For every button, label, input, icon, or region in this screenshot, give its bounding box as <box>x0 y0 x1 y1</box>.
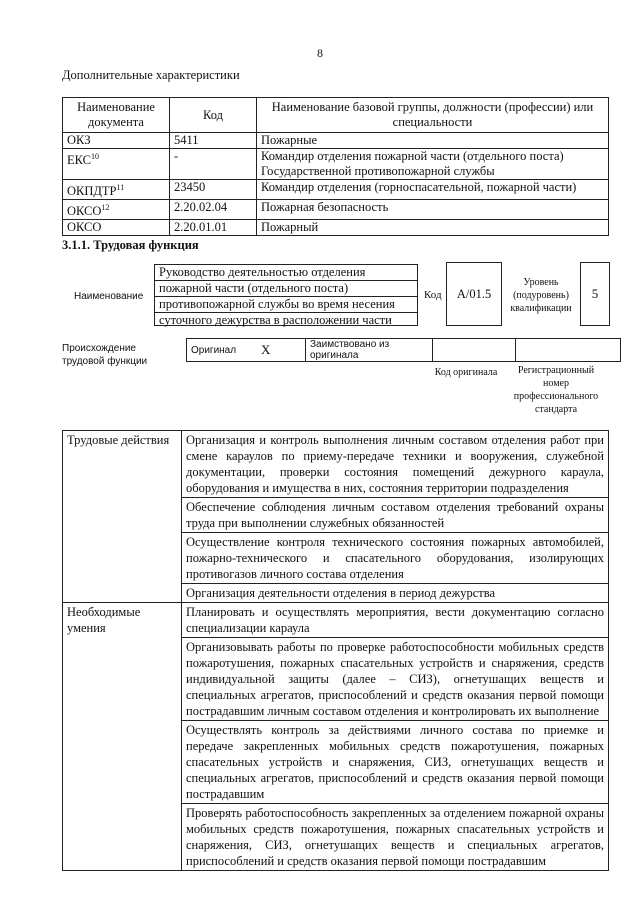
group-name-cell: Командир отделения пожарной части (отдельного поста) Государственной противопожарной службы <box>257 149 609 180</box>
footnote-ref: 10 <box>91 152 99 161</box>
item-text: Обеспечение соблюдения личным составом отделения требований охраны труда при выполнении служебных обязанностей <box>182 498 609 533</box>
code-cell: 2.20.01.01 <box>170 220 257 236</box>
document-cell <box>63 133 170 149</box>
col-header-code: Код <box>170 98 257 133</box>
table-row <box>63 200 609 220</box>
registration-number-caption: Регистрационный номер профессионального стандарта <box>513 365 599 415</box>
col-header-name: Наименование базовой группы, должности (профессии) или специальности <box>257 98 609 133</box>
origin-table <box>186 338 621 362</box>
document-name: ЕКС <box>67 153 91 168</box>
function-name-line: противопожарной службы во время несения <box>155 297 417 313</box>
table-row <box>63 133 609 149</box>
function-name-line: Руководство деятельностью отделения <box>155 265 417 281</box>
item-text: Планировать и осуществлять мероприятия, вести документацию согласно специализации караула <box>182 603 609 638</box>
code-cell: - <box>170 149 257 180</box>
document-cell <box>63 180 170 200</box>
original-code-cell <box>433 339 516 362</box>
labor-function-title: 3.1.1. Трудовая функция <box>62 238 199 252</box>
table-row <box>63 603 609 638</box>
group-label: Трудовые действия <box>63 431 182 603</box>
qualification-level-box <box>580 262 610 326</box>
qualification-level: 5 <box>591 286 599 301</box>
group-name-cell: Пожарные <box>257 133 609 149</box>
original-code-caption: Код оригинала <box>434 367 498 378</box>
code-cell: 2.20.02.04 <box>170 200 257 220</box>
item-text: Осуществление контроля технического состояния пожарных автомобилей, пожарно-технического и спасательного оборудования, изолирующих противогазов личного состава отделения <box>182 533 609 584</box>
group-name-cell: Пожарная безопасность <box>257 200 609 220</box>
document-name: ОКСО <box>67 204 102 219</box>
code-label: Код <box>424 289 442 301</box>
function-name-line: суточного дежурства в расположении части <box>159 313 392 327</box>
function-name-line: пожарной части (отдельного поста) <box>155 281 417 297</box>
table-row <box>63 431 609 498</box>
item-text: Организация и контроль выполнения личным составом отделения работ при смене караулов по приему-передаче техники и вооружения, служебной документации, проверки состояния помещений дежурного караула, оборудования и имущества в них, состояния территории подразделения <box>182 431 609 498</box>
document-name: ОКСО <box>67 220 102 235</box>
registration-number-cell <box>516 339 621 362</box>
document-name: ОКЗ <box>67 133 91 147</box>
table-row <box>63 180 609 200</box>
original-mark: X <box>257 339 306 362</box>
group-label: Необходимые умения <box>63 603 182 871</box>
borrowed-label: Заимствовано из оригинала <box>306 339 433 362</box>
qualification-level-label: Уровень (подуровень) квалификации <box>510 277 572 314</box>
item-text: Организовывать работы по проверке работоспособности мобильных средств пожаротушения, пожарных спасательных устройств и снаряжения, средств индивидуальной защиты (далее – СИЗ), огнетушащих веществ и специальных агрегатов, приспособлений и средств оказания первой помощи пострадавшим личным составом отделения и контролировать их выполнение <box>182 638 609 721</box>
characteristics-table <box>62 97 609 236</box>
labor-function-details-table <box>62 430 609 871</box>
code-cell: 23450 <box>170 180 257 200</box>
document-cell <box>63 220 170 236</box>
document-cell <box>63 149 170 180</box>
origin-label: Происхождение трудовой функции <box>62 343 148 367</box>
additional-characteristics-title: Дополнительные характеристики <box>62 68 240 82</box>
function-code-box <box>446 262 502 326</box>
code-cell: 5411 <box>170 133 257 149</box>
group-name-cell: Пожарный <box>257 220 609 236</box>
group-name-cell: Командир отделения (горноспасательной, пожарной части) <box>257 180 609 200</box>
table-row <box>63 220 609 236</box>
footnote-ref: 11 <box>116 183 125 192</box>
item-text: Осуществлять контроль за действиями личного состава по приемке и передаче закрепленных мобильных средств пожаротушения, пожарных спасательных устройств и снаряжения, СИЗ, огнетушащих веществ и специальных агрегатов, приспособлений и средств оказания первой помощи пострадавшим <box>182 721 609 804</box>
page-number: 8 <box>317 46 323 60</box>
item-text: Проверять работоспособность закрепленных за отделением пожарной охраны мобильных средств пожаротушения, пожарных спасательных устройств и снаряжения, СИЗ, огнетушащих веществ и специальных агрегатов, приспособлений и средств оказания первой помощи пострадавшим <box>182 804 609 871</box>
document-cell <box>63 200 170 220</box>
footnote-ref: 12 <box>101 203 110 213</box>
original-label: Оригинал <box>187 339 258 362</box>
col-header-document: Наименование документа <box>63 98 170 133</box>
table-row <box>63 149 609 180</box>
item-text: Организация деятельности отделения в период дежурства <box>182 584 609 603</box>
function-code: A/01.5 <box>456 286 492 301</box>
function-name-box <box>154 264 418 326</box>
name-label: Наименование <box>74 291 144 302</box>
document-name: ОКПДТР <box>67 184 117 199</box>
